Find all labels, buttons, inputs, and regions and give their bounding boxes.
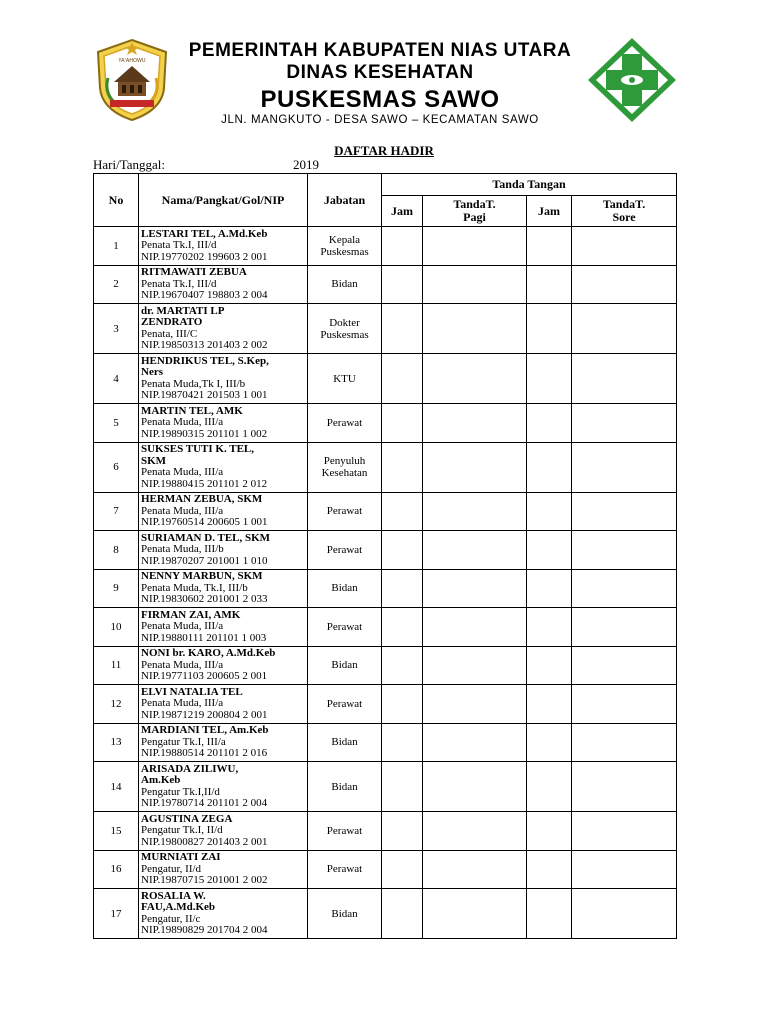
jam-morning-cell[interactable] [382, 304, 423, 354]
row-number: 4 [94, 354, 139, 404]
facility-name: PUSKESMAS SAWO [260, 86, 500, 113]
employee-rank: Penata Tk.I, III/d [141, 277, 217, 290]
row-number: 9 [94, 569, 139, 608]
employee-name: MARDIANI TEL, Am.Keb [141, 724, 269, 736]
row-number: 10 [94, 608, 139, 647]
employee-position: Perawat [308, 608, 382, 647]
table-row [94, 850, 677, 889]
table-row [94, 723, 677, 762]
employee-name: Am.Keb [141, 774, 181, 786]
employee-position: Kepala Puskesmas [308, 227, 382, 266]
employee-nip: NIP.19770202 199603 2 001 [141, 250, 268, 263]
sign-morning-cell[interactable] [423, 304, 527, 354]
sign-evening-cell[interactable] [572, 492, 677, 531]
sign-evening-cell[interactable] [572, 762, 677, 812]
employee-nip: NIP.19870715 201001 2 002 [141, 874, 268, 886]
employee-name: MURNIATI ZAI [141, 851, 221, 863]
employee-name: dr. MARTATI LP [141, 304, 225, 317]
sign-evening-cell[interactable] [572, 685, 677, 724]
header-sign-evening-line2: Sore [612, 210, 636, 224]
jam-morning-cell[interactable] [382, 685, 423, 724]
employee-name: Ners [141, 366, 163, 378]
sign-evening-cell[interactable] [572, 354, 677, 404]
employee-name: MARTIN TEL, AMK [141, 404, 243, 417]
employee-rank: Penata Muda, III/a [141, 658, 224, 671]
employee-name: LESTARI TEL, A.Md.Keb [141, 227, 268, 240]
sign-morning-cell[interactable] [423, 265, 527, 304]
attendance-table [93, 173, 677, 939]
employee-position: Penyuluh Kesehatan [308, 442, 382, 492]
sign-evening-cell[interactable] [572, 608, 677, 647]
employee-name: SKM [141, 454, 167, 467]
sign-evening-cell[interactable] [572, 265, 677, 304]
employee-position: Bidan [308, 646, 382, 685]
employee-name: AGUSTINA ZEGA [141, 812, 233, 825]
header-name: Nama/Pangkat/Gol/NIP [139, 174, 308, 227]
date-label: Hari/Tanggal: [93, 157, 166, 172]
sign-morning-cell[interactable] [423, 442, 527, 492]
table-row [94, 304, 677, 354]
table-row [94, 889, 677, 939]
jam-morning-cell[interactable] [382, 762, 423, 812]
sign-morning-cell[interactable] [423, 404, 527, 443]
employee-info [139, 492, 308, 531]
employee-info [139, 889, 308, 939]
employee-rank: Penata Muda, III/a [141, 697, 224, 709]
header-jam-morning: Jam [382, 196, 423, 227]
table-row [94, 227, 677, 266]
employee-position: Dokter Puskesmas [308, 304, 382, 354]
jam-morning-cell[interactable] [382, 531, 423, 570]
sign-morning-cell[interactable] [423, 723, 527, 762]
table-row [94, 646, 677, 685]
employee-info [139, 404, 308, 443]
employee-nip: NIP.19870207 201001 1 010 [141, 554, 268, 567]
jam-evening-cell[interactable] [527, 265, 572, 304]
header-no: No [94, 174, 139, 227]
employee-info [139, 762, 308, 812]
jam-evening-cell[interactable] [527, 304, 572, 354]
employee-name: HERMAN ZEBUA, SKM [141, 493, 263, 505]
row-number: 13 [94, 723, 139, 762]
row-number: 5 [94, 404, 139, 443]
jam-evening-cell[interactable] [527, 723, 572, 762]
row-number: 16 [94, 850, 139, 889]
employee-info [139, 850, 308, 889]
employee-rank: Penata Muda, Tk.I, III/b [141, 581, 248, 594]
header-sign-morning-line2: Pagi [463, 210, 486, 224]
jam-evening-cell[interactable] [527, 850, 572, 889]
employee-info [139, 354, 308, 404]
employee-nip: NIP.19880514 201101 2 016 [141, 747, 268, 759]
svg-text:YA'AHOWU: YA'AHOWU [118, 58, 146, 64]
sign-evening-cell[interactable] [572, 646, 677, 685]
jam-morning-cell[interactable] [382, 850, 423, 889]
row-number: 2 [94, 265, 139, 304]
employee-info [139, 685, 308, 724]
table-row [94, 608, 677, 647]
sign-morning-cell[interactable] [423, 812, 527, 851]
row-number: 11 [94, 646, 139, 685]
table-row [94, 812, 677, 851]
jam-morning-cell[interactable] [382, 354, 423, 404]
employee-rank: Pengatur, II/c [141, 912, 201, 925]
employee-nip: NIP.19771103 200605 2 001 [141, 670, 268, 682]
header-sign-morning-line1: TandaT. [453, 197, 496, 211]
sign-evening-cell[interactable] [572, 404, 677, 443]
employee-info [139, 723, 308, 762]
employee-rank: Penata Muda, III/a [141, 620, 224, 632]
row-number: 7 [94, 492, 139, 531]
jam-evening-cell[interactable] [527, 762, 572, 812]
employee-info [139, 304, 308, 354]
employee-name: ELVI NATALIA TEL [141, 685, 243, 698]
employee-name: FIRMAN ZAI, AMK [141, 608, 241, 621]
employee-rank: Penata Muda, III/a [141, 416, 224, 428]
jam-evening-cell[interactable] [527, 569, 572, 608]
employee-name: ARISADA ZILIWU, [141, 762, 239, 775]
employee-nip: NIP.19890829 201704 2 004 [141, 924, 268, 936]
employee-name: HENDRIKUS TEL, S.Kep, [141, 354, 269, 367]
employee-rank: Penata Tk.I, III/d [141, 239, 217, 251]
government-name: PEMERINTAH KABUPATEN NIAS UTARA [188, 40, 572, 61]
facility-address: JLN. MANGKUTO - DESA SAWO – KECAMATAN SAWO [221, 114, 539, 126]
employee-info [139, 265, 308, 304]
employee-name: ZENDRATO [141, 316, 203, 328]
employee-info [139, 608, 308, 647]
row-number: 8 [94, 531, 139, 570]
sign-morning-cell[interactable] [423, 492, 527, 531]
sign-morning-cell[interactable] [423, 685, 527, 724]
sign-morning-cell[interactable] [423, 850, 527, 889]
health-cross-icon [584, 36, 680, 124]
sign-evening-cell[interactable] [572, 889, 677, 939]
table-row [94, 404, 677, 443]
sign-evening-cell[interactable] [572, 531, 677, 570]
employee-rank: Pengatur Tk.I, II/d [141, 824, 223, 836]
employee-rank: Penata Muda, III/a [141, 466, 224, 478]
jam-morning-cell[interactable] [382, 442, 423, 492]
employee-info [139, 227, 308, 266]
employee-nip: NIP.19880111 201101 1 003 [141, 631, 267, 644]
employee-rank: Pengatur, II/d [141, 862, 202, 875]
jam-morning-cell[interactable] [382, 812, 423, 851]
header-position: Jabatan [308, 174, 382, 227]
row-number: 17 [94, 889, 139, 939]
table-row [94, 492, 677, 531]
sign-evening-cell[interactable] [572, 442, 677, 492]
sign-morning-cell[interactable] [423, 608, 527, 647]
employee-name: NENNY MARBUN, SKM [141, 570, 263, 582]
employee-nip: NIP.19871219 200804 2 001 [141, 708, 268, 721]
employee-position: Bidan [308, 762, 382, 812]
jam-evening-cell[interactable] [527, 227, 572, 266]
header-sign-morning [423, 196, 527, 227]
employee-nip: NIP.19850313 201403 2 002 [141, 339, 268, 351]
employee-rank: Pengatur Tk.I, III/a [141, 735, 226, 748]
department-name: DINAS KESEHATAN [286, 62, 474, 83]
employee-position: Bidan [308, 889, 382, 939]
jam-evening-cell[interactable] [527, 442, 572, 492]
employee-name: NONI br. KARO, A.Md.Keb [141, 647, 276, 659]
employee-rank: Pengatur Tk.I,II/d [141, 785, 220, 798]
employee-position: Perawat [308, 492, 382, 531]
sign-morning-cell[interactable] [423, 889, 527, 939]
header-jam-evening: Jam [527, 196, 572, 227]
table-row [94, 354, 677, 404]
employee-name: RITMAWATI ZEBUA [141, 266, 247, 278]
jam-evening-cell[interactable] [527, 646, 572, 685]
sign-evening-cell[interactable] [572, 569, 677, 608]
employee-position: Perawat [308, 812, 382, 851]
employee-position: Perawat [308, 404, 382, 443]
jam-evening-cell[interactable] [527, 889, 572, 939]
employee-rank: Penata Muda,Tk I, III/b [141, 377, 246, 390]
jam-evening-cell[interactable] [527, 685, 572, 724]
document-title: DAFTAR HADIR [334, 143, 434, 158]
employee-nip: NIP.19780714 201101 2 004 [141, 797, 268, 809]
employee-rank: Penata Muda, III/b [141, 543, 224, 555]
employee-name: SUKSES TUTI K. TEL, [141, 443, 255, 455]
header-sign-evening-line1: TandaT. [602, 197, 646, 211]
sign-evening-cell[interactable] [572, 812, 677, 851]
employee-nip: NIP.19760514 200605 1 001 [141, 516, 268, 528]
employee-rank: Penata, III/C [141, 327, 198, 340]
row-number: 12 [94, 685, 139, 724]
jam-evening-cell[interactable] [527, 492, 572, 531]
table-row [94, 762, 677, 812]
jam-evening-cell[interactable] [527, 354, 572, 404]
employee-position: Perawat [308, 850, 382, 889]
header-sign-evening [572, 196, 677, 227]
employee-info [139, 812, 308, 851]
table-row [94, 569, 677, 608]
row-number: 15 [94, 812, 139, 851]
employee-nip: NIP.19880415 201101 2 012 [141, 477, 268, 490]
jam-morning-cell[interactable] [382, 889, 423, 939]
employee-nip: NIP.19890315 201101 1 002 [141, 427, 268, 440]
sign-evening-cell[interactable] [572, 723, 677, 762]
sign-morning-cell[interactable] [423, 762, 527, 812]
sign-morning-cell[interactable] [423, 531, 527, 570]
sign-morning-cell[interactable] [423, 227, 527, 266]
jam-evening-cell[interactable] [527, 812, 572, 851]
row-number: 3 [94, 304, 139, 354]
table-row [94, 531, 677, 570]
employee-position: Bidan [308, 723, 382, 762]
jam-evening-cell[interactable] [527, 531, 572, 570]
sign-morning-cell[interactable] [423, 354, 527, 404]
employee-position: Bidan [308, 265, 382, 304]
employee-position: Bidan [308, 569, 382, 608]
employee-position: Perawat [308, 685, 382, 724]
employee-name: FAU,A.Md.Keb [141, 901, 216, 913]
employee-name: ROSALIA W. [141, 889, 206, 902]
row-number: 1 [94, 227, 139, 266]
table-row [94, 685, 677, 724]
jam-evening-cell[interactable] [527, 608, 572, 647]
regency-emblem-icon [92, 38, 172, 122]
letterhead [92, 36, 682, 132]
sign-morning-cell[interactable] [423, 569, 527, 608]
jam-evening-cell[interactable] [527, 404, 572, 443]
sign-evening-cell[interactable] [572, 227, 677, 266]
employee-info [139, 531, 308, 570]
attendance-rows [94, 227, 677, 939]
jam-morning-cell[interactable] [382, 265, 423, 304]
employee-nip: NIP.19830602 201001 2 033 [141, 593, 268, 605]
jam-morning-cell[interactable] [382, 608, 423, 647]
table-row [94, 442, 677, 492]
date-year: 2019 [293, 157, 319, 172]
employee-name: SURIAMAN D. TEL, SKM [141, 531, 271, 544]
jam-morning-cell[interactable] [382, 227, 423, 266]
employee-nip: NIP.19800827 201403 2 001 [141, 835, 268, 848]
jam-morning-cell[interactable] [382, 404, 423, 443]
row-number: 14 [94, 762, 139, 812]
sign-evening-cell[interactable] [572, 850, 677, 889]
employee-rank: Penata Muda, III/a [141, 504, 224, 517]
employee-position: KTU [308, 354, 382, 404]
employee-position: Perawat [308, 531, 382, 570]
employee-nip: NIP.19670407 198803 2 004 [141, 289, 268, 301]
jam-morning-cell[interactable] [382, 646, 423, 685]
jam-morning-cell[interactable] [382, 723, 423, 762]
jam-morning-cell[interactable] [382, 569, 423, 608]
sign-evening-cell[interactable] [572, 304, 677, 354]
row-number: 6 [94, 442, 139, 492]
table-row [94, 265, 677, 304]
employee-info [139, 442, 308, 492]
employee-nip: NIP.19870421 201503 1 001 [141, 389, 268, 401]
employee-info [139, 569, 308, 608]
jam-morning-cell[interactable] [382, 492, 423, 531]
employee-info [139, 646, 308, 685]
sign-morning-cell[interactable] [423, 646, 527, 685]
header-signature: Tanda Tangan [382, 174, 677, 196]
